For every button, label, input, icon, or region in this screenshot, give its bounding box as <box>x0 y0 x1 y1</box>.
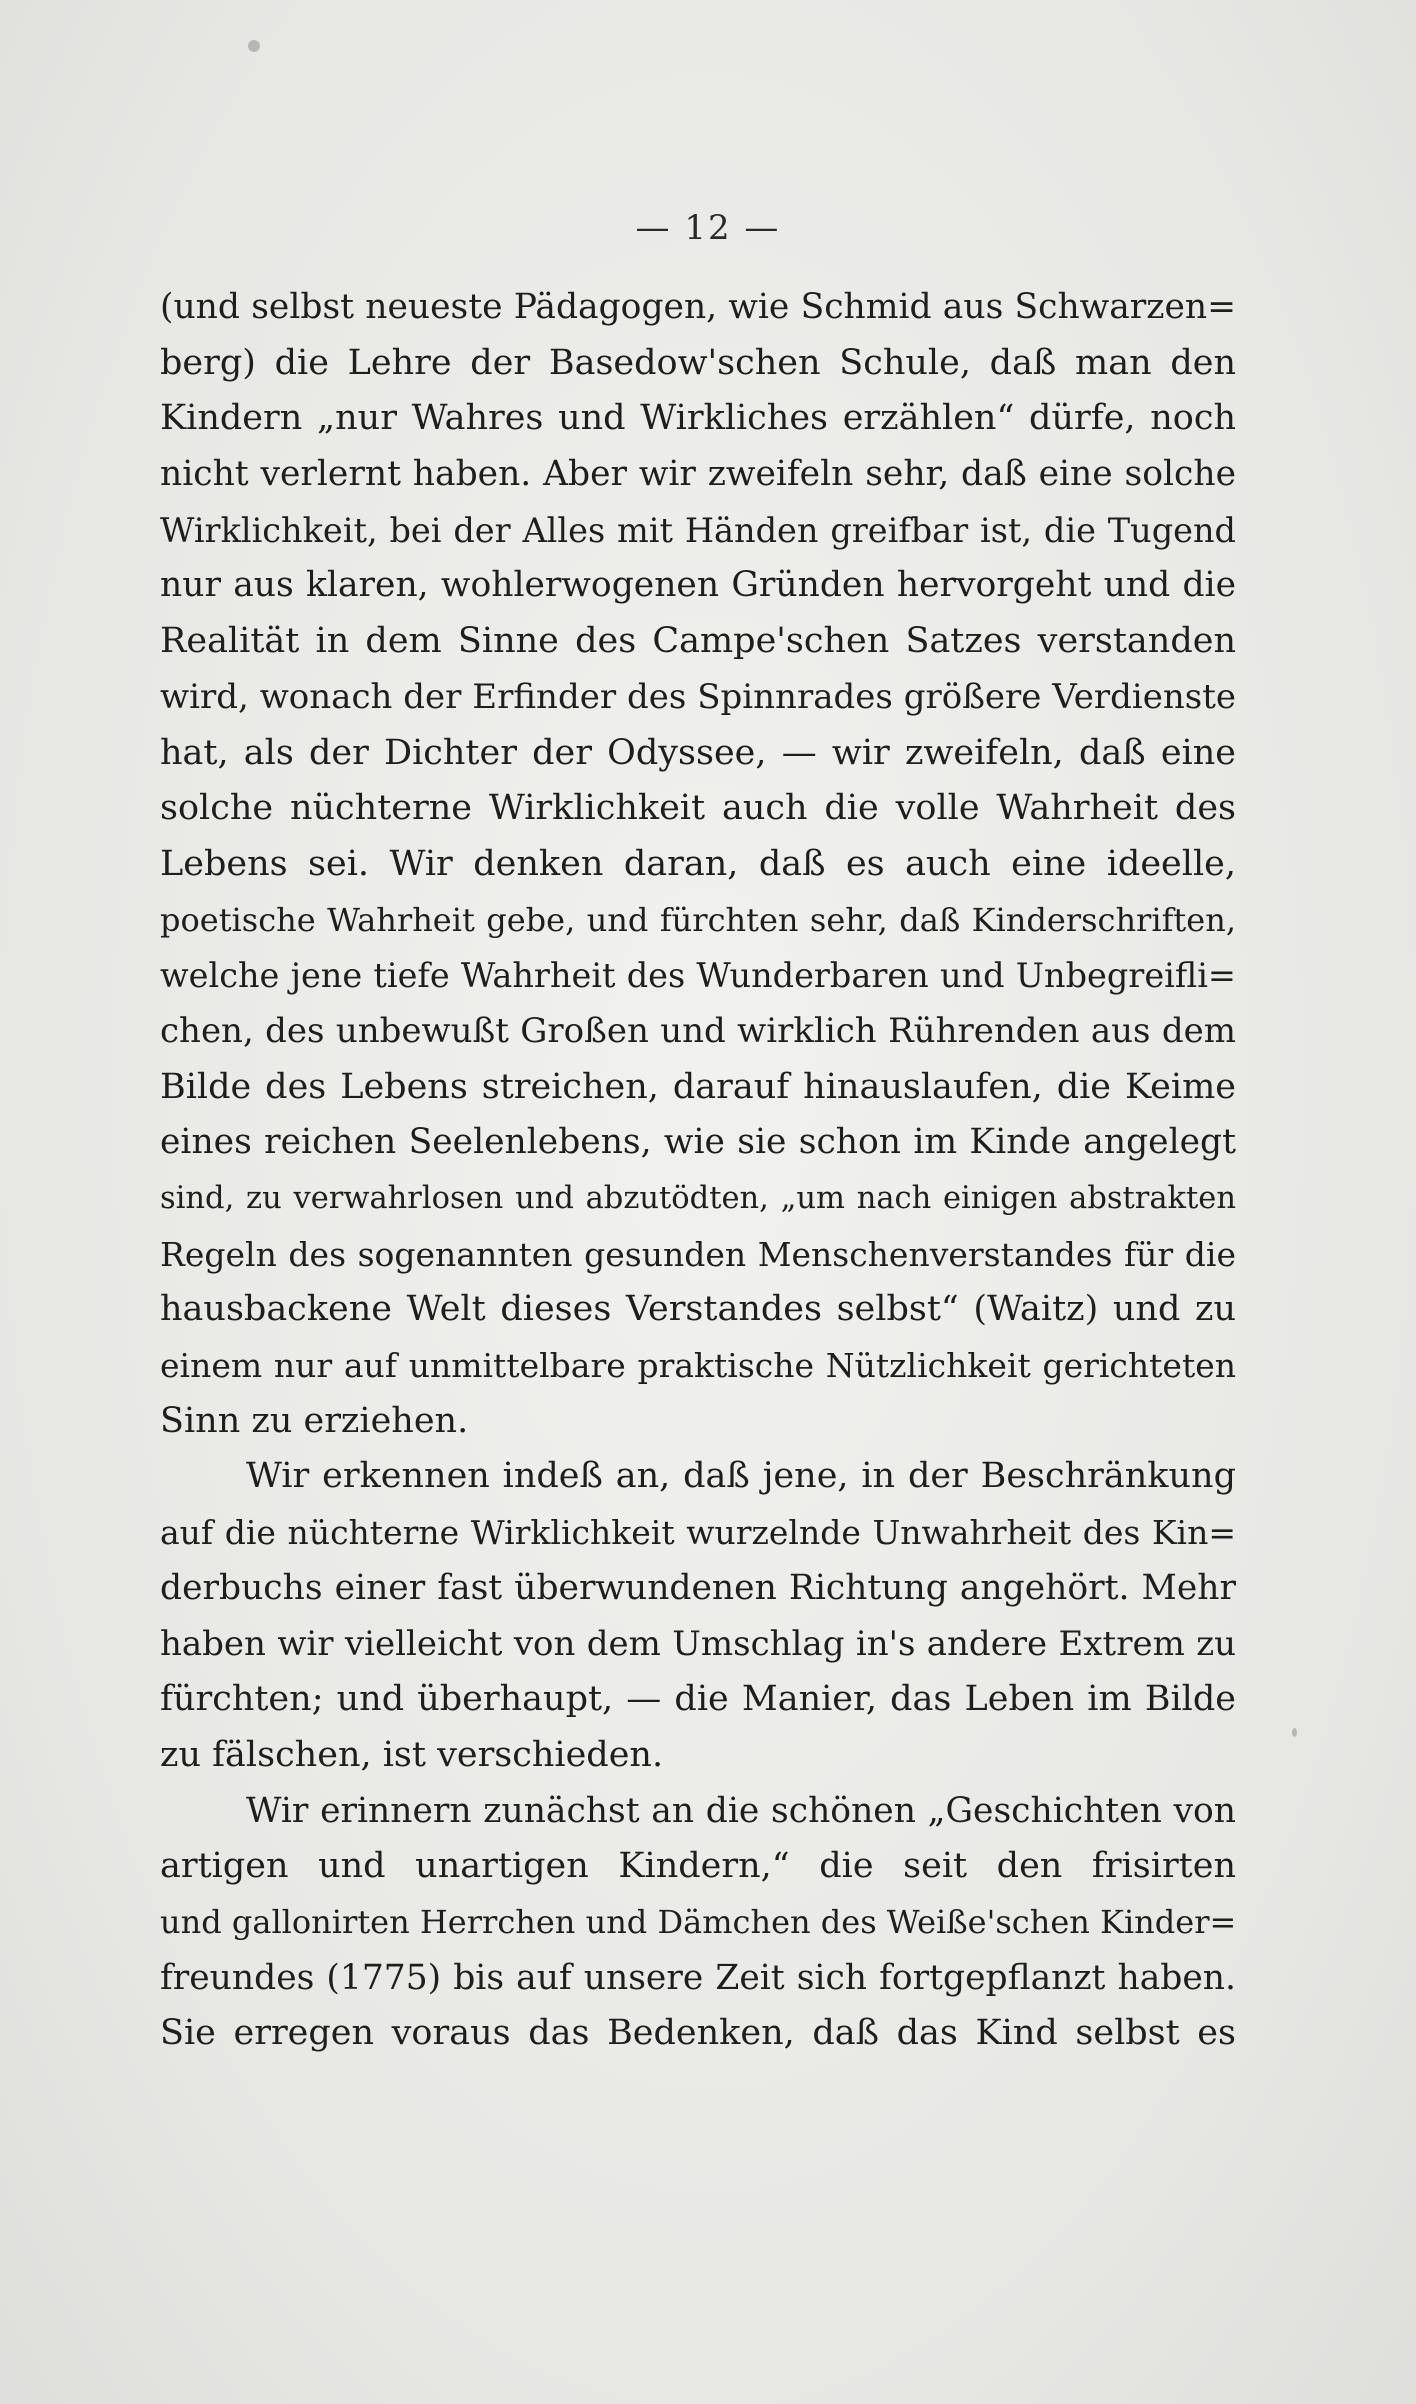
text-line: solche nüchterne Wirklichkeit auch die volle Wahrheit des <box>160 788 1236 829</box>
page-number: — 12 — <box>635 208 781 248</box>
text-line: Sie erregen voraus das Bedenken, daß das Kind selbst es <box>160 2013 1236 2054</box>
text-line: berg) die Lehre der Basedow'schen Schule, daß man den <box>160 342 1236 383</box>
text-line: (und selbst neueste Pädagogen, wie Schmid aus Schwarzen= <box>160 287 1236 327</box>
text-line: haben wir vielleicht von dem Umschlag in's andere Extrem zu <box>160 1623 1236 1664</box>
text-line: eines reichen Seelenlebens, wie sie schon im Kinde angelegt <box>160 1122 1236 1163</box>
text-line: artigen und unartigen Kindern,“ die seit den frisirten <box>160 1846 1236 1887</box>
text-line: chen, des unbewußt Großen und wirklich Rührenden aus dem <box>160 1010 1236 1051</box>
text-line: Bilde des Lebens streichen, darauf hinauslaufen, die Keime <box>160 1066 1236 1107</box>
text-line: nicht verlernt haben. Aber wir zweifeln sehr, daß eine solche <box>160 454 1236 495</box>
text-line: poetische Wahrheit gebe, und fürchten sehr, daß Kinderschriften, <box>160 900 1236 939</box>
text-line: nur aus klaren, wohlerwogenen Gründen hervorgeht und die <box>160 565 1236 606</box>
text-line: Sinn zu erziehen. <box>160 1400 469 1441</box>
text-line: zu fälschen, ist verschieden. <box>160 1734 664 1775</box>
text-line: fürchten; und überhaupt, — die Manier, das Leben im Bilde <box>160 1679 1236 1720</box>
text-line: hausbackene Welt dieses Verstandes selbst“ (Waitz) und zu <box>160 1289 1236 1330</box>
text-line: und gallonirten Herrchen und Dämchen des Weiße'schen Kinder= <box>160 1902 1236 1941</box>
text-line: welche jene tiefe Wahrheit des Wunderbaren und Unbegreifli= <box>160 956 1236 996</box>
text-line: Wir erkennen indeß an, daß jene, in der Beschränkung <box>246 1456 1236 1497</box>
text-line: auf die nüchterne Wirklichkeit wurzelnde Unwahrheit des Kin= <box>160 1513 1236 1553</box>
text-line: Kindern „nur Wahres und Wirkliches erzählen“ dürfe, noch <box>160 398 1236 439</box>
text-line: Lebens sei. Wir denken daran, daß es auch eine ideelle, <box>160 843 1236 884</box>
text-line: derbuchs einer fast überwundenen Richtung angehört. Mehr <box>160 1567 1236 1608</box>
text-line: freundes (1775) bis auf unsere Zeit sich fortgepflanzt haben. <box>160 1957 1236 1998</box>
text-line: wird, wonach der Erfinder des Spinnrades größere Verdienste <box>160 676 1236 717</box>
text-line: Realität in dem Sinne des Campe'schen Satzes verstanden <box>160 621 1236 662</box>
body-text <box>160 280 1236 2062</box>
paper-blemish <box>1292 1728 1297 1737</box>
text-line: Regeln des sogenannten gesunden Menschenverstandes für die <box>160 1234 1236 1274</box>
text-line: einem nur auf unmittelbare praktische Nützlichkeit gerichteten <box>160 1346 1236 1386</box>
text-line: hat, als der Dichter der Odyssee, — wir zweifeln, daß eine <box>160 732 1236 773</box>
text-line: sind, zu verwahrlosen und abzutödten, „um nach einigen abstrakten <box>160 1181 1236 1216</box>
paper-blemish <box>248 40 260 52</box>
text-line: Wirklichkeit, bei der Alles mit Händen greifbar ist, die Tugend <box>160 510 1236 550</box>
text-line: Wir erinnern zunächst an die schönen „Geschichten von <box>246 1790 1236 1831</box>
